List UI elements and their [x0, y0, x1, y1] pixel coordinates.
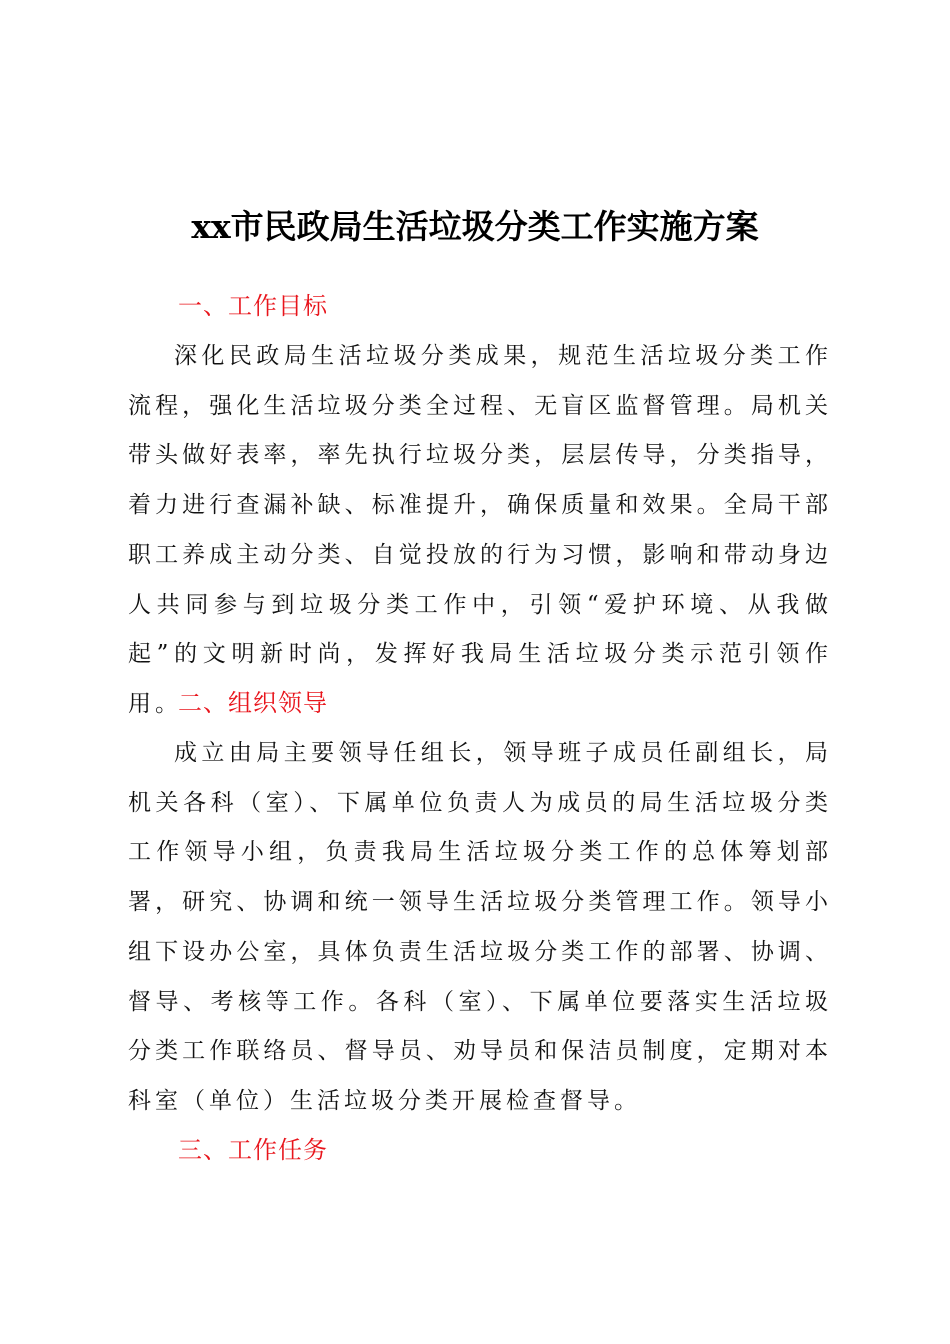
document-title: xx市民政局生活垃圾分类工作实施方案 [191, 207, 759, 246]
section-paragraph-goals: 深化民政局生活垃圾分类成果，规范生活垃圾分类工作流程，强化生活垃圾分类全过程、无盲区监督管理。局机关带头做好表率，率先执行垃圾分类，层层传导，分类指导，着力进行查漏补缺、标准提升，确保质量和效果。全局干部职工养成主动分类、自觉投放的行为习惯，影响和带动身边人共同参与到垃圾分类工作中，引领“爱护环境、从我做起”的文明新时尚，发挥好我局生活垃圾分类示范引领作用。 [128, 343, 832, 717]
section-heading-leadership: 二、组织领导 [178, 689, 328, 717]
section-paragraph-leadership: 成立由局主要领导任组长，领导班子成员任副组长，局机关各科（室）、下属单位负责人为成员的局生活垃圾分类工作领导小组，负责我局生活垃圾分类工作的总体筹划部署，研究、协调和统一领导生活垃圾分类管理工作。领导小组下设办公室，具体负责生活垃圾分类工作的部署、协调、督导、考核等工作。各科（室）、下属单位要落实生活垃圾分类工作联络员、督导员、劝导员和保洁员制度，定期对本科室（单位）生活垃圾分类开展检查督导。 [128, 740, 832, 1114]
section-heading-tasks: 三、工作任务 [178, 1136, 328, 1164]
section-heading-goals: 一、工作目标 [178, 292, 328, 320]
